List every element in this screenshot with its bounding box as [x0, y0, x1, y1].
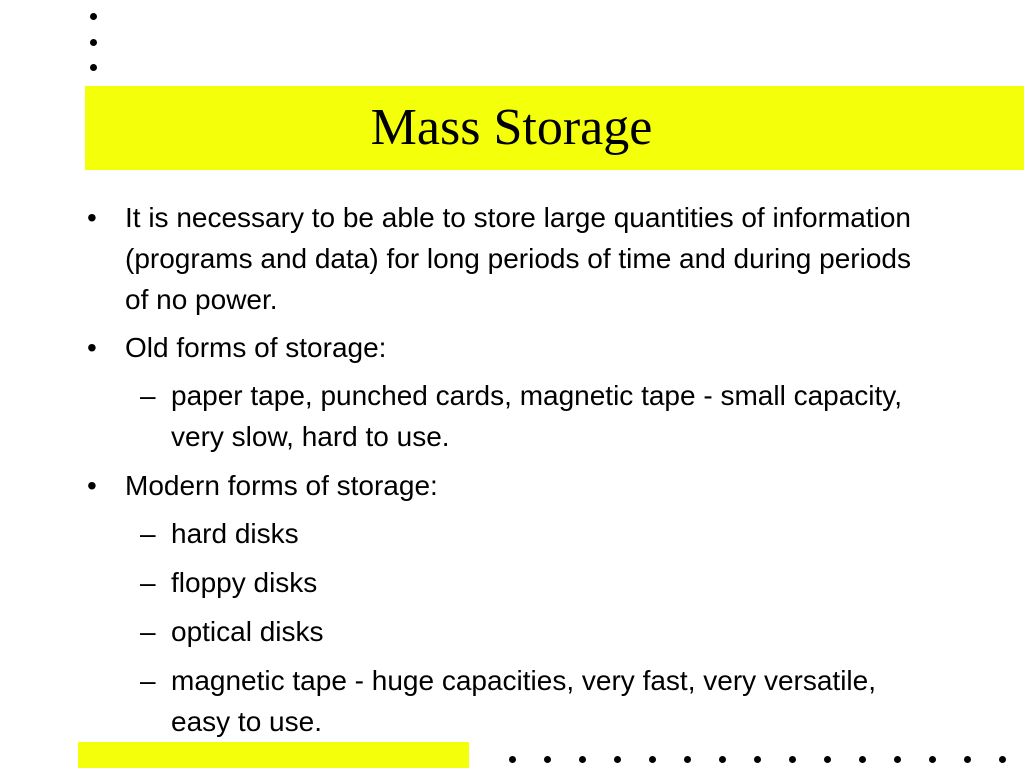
decorative-dot	[824, 756, 831, 763]
decorative-dot	[719, 756, 726, 763]
sub-bullet-marker: –	[140, 518, 156, 549]
decorative-dot	[614, 756, 621, 763]
sub-bullet-item	[0, 611, 931, 652]
decorative-dot	[929, 756, 936, 763]
bullet-item	[0, 327, 925, 368]
sub-bullet-text: hard disks	[171, 518, 299, 549]
decorative-dot	[90, 13, 97, 20]
bullet-marker: •	[87, 202, 97, 233]
slide-body	[0, 197, 1024, 750]
sub-bullet-item	[0, 562, 931, 603]
decorative-dot	[859, 756, 866, 763]
sub-bullet-marker: –	[140, 380, 156, 411]
sub-bullet-item	[0, 513, 931, 554]
bullet-text: Modern forms of storage:	[125, 470, 438, 501]
decorative-dot	[754, 756, 761, 763]
decorative-dot	[90, 64, 97, 71]
bullet-item	[0, 197, 925, 320]
bullet-text: Old forms of storage:	[125, 332, 387, 363]
sub-bullet-text: magnetic tape - huge capacities, very fast, very versatile, easy to use.	[171, 665, 876, 737]
sub-bullet-text: optical disks	[171, 616, 324, 647]
sub-bullet-item	[0, 375, 931, 457]
sub-bullet-text: floppy disks	[171, 567, 318, 598]
decorative-dot	[544, 756, 551, 763]
sub-bullet-item	[0, 660, 931, 742]
decorative-dot	[789, 756, 796, 763]
decorative-dot	[999, 756, 1006, 763]
bullet-text: It is necessary to be able to store large quantities of information (programs and data) for long periods of time and during periods of no power.	[125, 202, 911, 315]
bullet-marker: •	[87, 332, 97, 363]
decorative-dot	[649, 756, 656, 763]
decorative-dot	[684, 756, 691, 763]
decorative-dot	[90, 39, 97, 46]
title-band	[85, 86, 1024, 170]
bullet-marker: •	[87, 470, 97, 501]
slide-title: Mass Storage	[370, 99, 653, 156]
sub-bullet-text: paper tape, punched cards, magnetic tape - small capacity, very slow, hard to use.	[171, 380, 902, 452]
sub-bullet-marker: –	[140, 616, 156, 647]
decorative-dot	[964, 756, 971, 763]
decorative-dot	[894, 756, 901, 763]
decorative-dot	[579, 756, 586, 763]
bullet-item	[0, 465, 925, 506]
decorative-dot	[509, 756, 516, 763]
sub-bullet-marker: –	[140, 665, 156, 696]
sub-bullet-marker: –	[140, 567, 156, 598]
bottom-band	[78, 742, 469, 768]
